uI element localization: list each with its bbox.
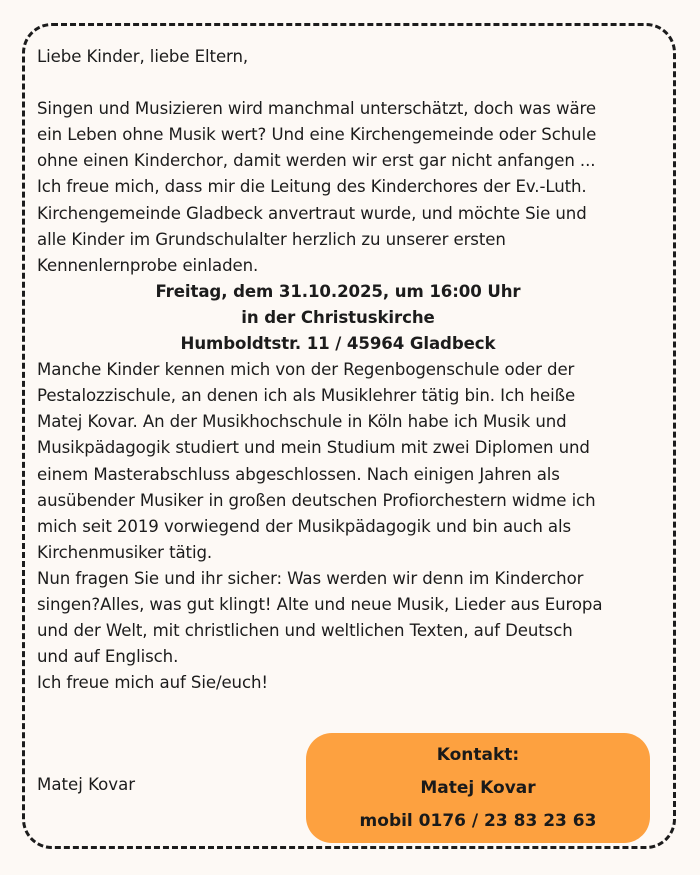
repertoire-line: singen?Alles, was gut klingt! Alte und neue Musik, Lieder aus Europa [37,594,603,614]
closing-line: Ich freue mich auf Sie/euch! [37,673,268,693]
about-line: Musikpädagogik studiert und mein Studium mit zwei Diplomen und [37,438,590,458]
event-venue: in der Christuskirche [241,307,435,327]
about-line: mich seit 2019 vorwiegend der Musikpädagogik und bin auch als [37,516,572,536]
repertoire-line: Nun fragen Sie und ihr sicher: Was werden wir denn im Kinderchor [37,568,584,588]
intro-line: ohne einen Kinderchor, damit werden wir erst gar nicht anfangen ... [37,151,596,171]
about-line: Matej Kovar. An der Musikhochschule in Köln habe ich Musik und [37,412,567,432]
repertoire-line: und der Welt, mit christlichen und weltlichen Texten, auf Deutsch [37,621,573,641]
signature: Matej Kovar [37,775,136,794]
about-line: einem Masterabschluss abgeschlossen. Nach einigen Jahren als [37,464,560,484]
intro-line: alle Kinder im Grundschulalter herzlich zu unserer ersten [37,229,506,249]
about-line: Kirchenmusiker tätig. [37,542,213,562]
about-line: Manche Kinder kennen mich von der Regenbogenschule oder der [37,360,575,380]
intro-line: ein Leben ohne Musik wert? Und eine Kirchengemeinde oder Schule [37,125,597,145]
spacer [37,70,669,96]
intro-line: Singen und Musizieren wird manchmal unterschätzt, doch was wäre [37,99,597,119]
event-date: Freitag, dem 31.10.2025, um 16:00 Uhr [155,281,521,301]
greeting: Liebe Kinder, liebe Eltern, [37,47,249,66]
contact-phone: mobil 0176 / 23 83 23 63 [359,811,597,831]
letter-body [37,44,669,696]
contact-box [306,733,650,843]
about-line: ausübender Musiker in großen deutschen Profiorchestern widme ich [37,490,596,510]
contact-name: Matej Kovar [420,778,536,798]
intro-line: Ich freue mich, dass mir die Leitung des Kinderchores der Ev.-Luth. [37,177,587,197]
about-line: Pestalozzischule, an denen ich als Musiklehrer tätig bin. Ich heiße [37,386,576,406]
repertoire-line: und auf Englisch. [37,647,179,667]
event-address: Humboldtstr. 11 / 45964 Gladbeck [180,334,496,354]
contact-label: Kontakt: [436,745,520,765]
intro-line: Kennenlernprobe einladen. [37,255,259,275]
intro-line: Kirchengemeinde Gladbeck anvertraut wurde, und möchte Sie und [37,203,587,223]
